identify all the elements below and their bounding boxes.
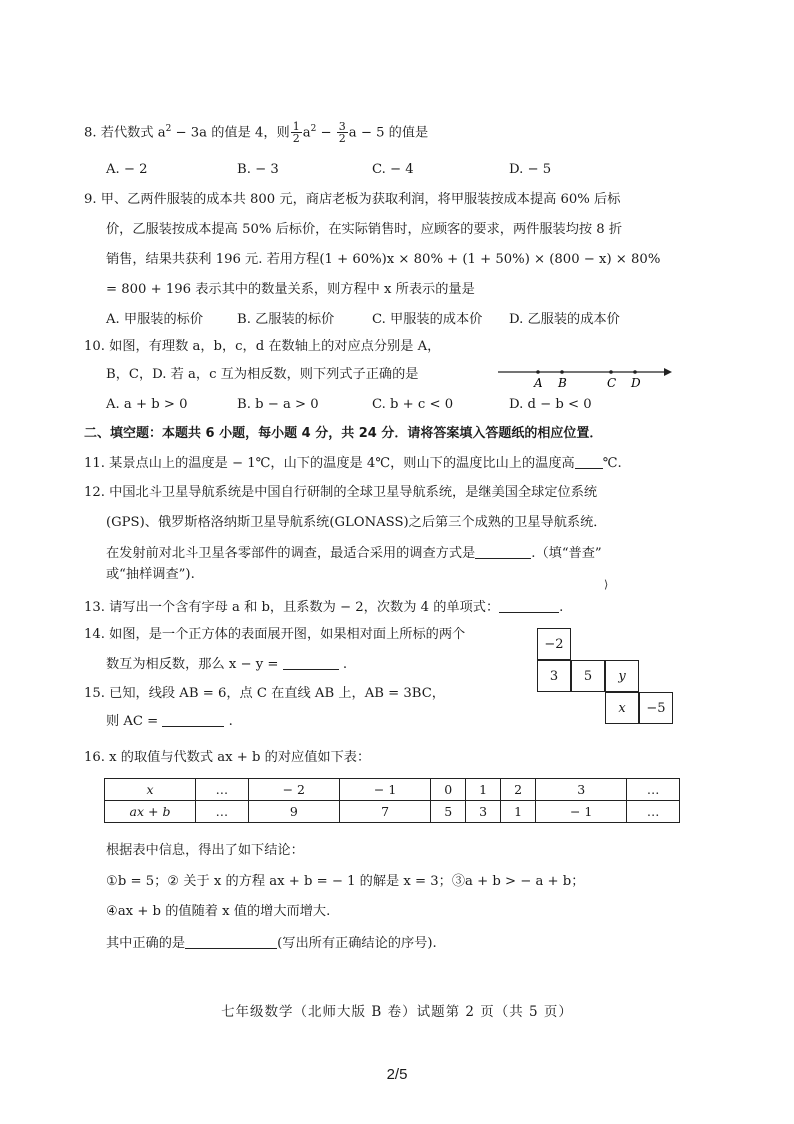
table-cell: … <box>196 801 249 823</box>
table-cell: − 1 <box>536 801 627 823</box>
question-9-line-4: = 800 + 196 表示其中的数量关系，则方程中 x 所表示的量是 <box>106 282 475 297</box>
question-8-stem: 8. 若代数式 $a^2 - 3a$ 的值是 4，则 $\frac{1}{2}$ $a^2$ − $\frac{3}{2}$ a − 5 的值是 <box>84 120 429 146</box>
point-d <box>633 370 637 374</box>
table-row-x <box>105 779 680 801</box>
question-12-line-1: 12. 中国北斗卫星导航系统是中国自行研制的全球卫星导航系统，是继美国全球定位系统 <box>84 485 598 500</box>
table-cell: 7 <box>339 801 430 823</box>
point-a <box>536 370 540 374</box>
q15-answer-blank <box>162 712 224 727</box>
q8-option-c: C. − 4 <box>372 162 414 177</box>
question-14-line-2: 数互为相反数，那么 x − y = . <box>106 657 348 672</box>
question-15-line-2: 则 AC = . <box>106 714 233 729</box>
table-cell: 3 <box>536 779 627 801</box>
q8-option-b: B. − 3 <box>237 162 279 177</box>
table-cell: 3 <box>466 801 501 823</box>
table-cell: 2 <box>501 779 536 801</box>
q12-answer-blank <box>475 544 531 559</box>
table-cell: … <box>627 801 680 823</box>
question-11: 11. 某景点山上的温度是 − 1℃，山下的温度是 4℃，则山下的温度比山上的温度高 ℃. <box>84 456 622 471</box>
table-cell: … <box>627 779 680 801</box>
q10-option-b: B. b − a > 0 <box>237 397 319 412</box>
question-10-line-2: B，C，D. 若 a，c 互为相反数，则下列式子正确的是 <box>106 367 419 382</box>
question-12-line-4: 或“抽样调查”). <box>106 567 195 582</box>
question-12-line-3: 在发射前对北斗卫星各零部件的调查，最适合采用的调查方式是 .（填“普查” <box>106 546 602 561</box>
table-cell: − 1 <box>339 779 430 801</box>
net-cell-bottom-1: x <box>605 692 639 724</box>
q9-option-b: B. 乙服装的标价 <box>237 312 335 327</box>
net-cell-top: −2 <box>537 628 571 660</box>
point-b <box>560 370 564 374</box>
q10-option-c: C. b + c < 0 <box>372 397 454 412</box>
number-line-figure <box>496 362 674 390</box>
table-cell: 0 <box>431 779 466 801</box>
net-cell-middle-3: y <box>605 660 639 692</box>
fraction-half: $\frac{1}{2}$ <box>292 120 300 146</box>
question-13: 13. 请写出一个含有字母 a 和 b，且系数为 − 2，次数为 4 的单项式： . <box>84 600 564 615</box>
question-9-line-3: 销售，结果共获利 196 元. 若用方程(1 + 60%)x × 80% + (1 + 50%) × (800 − x) × 80% <box>106 252 661 267</box>
label-a: A <box>534 376 543 390</box>
question-12-line-2: (GPS)、俄罗斯格洛纳斯卫星导航系统(GLONASS)之后第三个成熟的卫星导航系统． <box>106 515 607 530</box>
label-d: D <box>631 376 641 390</box>
page-footer: 七年级数学（北师大版 B 卷）试题第 2 页（共 5 页） <box>221 1004 573 1020</box>
q8-option-a: A. − 2 <box>106 162 148 177</box>
q9-option-a: A. 甲服装的标价 <box>106 312 204 327</box>
q11-answer-blank <box>575 454 603 469</box>
question-15-line-1: 15. 已知，线段 AB = 6，点 C 在直线 AB 上，AB = 3BC， <box>84 686 445 701</box>
table-row-ax-plus-b <box>105 801 680 823</box>
pen-mark: ⟩ <box>604 578 609 591</box>
table-header-ax-plus-b: ax + b <box>105 801 196 823</box>
table-cell: − 2 <box>248 779 339 801</box>
table-cell: … <box>196 779 249 801</box>
table-cell: 9 <box>248 801 339 823</box>
net-cell-middle-2: 5 <box>571 660 605 692</box>
q16-conclusions-line-1: ①b = 5；② 关于 x 的方程 ax + b = − 1 的解是 x = 3；③a + b > − a + b； <box>106 874 585 889</box>
q13-answer-blank <box>499 598 559 613</box>
question-16-intro: 16. x 的取值与代数式 ax + b 的对应值如下表： <box>84 750 371 765</box>
q9-option-c: C. 甲服装的成本价 <box>372 312 483 327</box>
section-2-heading: 二、填空题：本题共 6 小题，每小题 4 分，共 24 分．请将答案填入答题纸的相应位置． <box>84 426 603 441</box>
table-cell: 5 <box>431 801 466 823</box>
fraction-three-half: $\frac{3}{2}$ <box>338 120 346 146</box>
net-cell-bottom-2: −5 <box>639 692 673 724</box>
question-9-line-2: 价，乙服装按成本提高 50% 后标价，在实际销售时，应顾客的要求，两件服装均按 8 折 <box>106 222 623 237</box>
question-9-line-1: 9. 甲、乙两件服装的成本共 800 元，商店老板为获取利润，将甲服装按成本提高 60% 后标 <box>84 192 621 207</box>
question-14-line-1: 14. 如图，是一个正方体的表面展开图，如果相对面上所标的两个 <box>84 627 466 642</box>
q16-answer-blank <box>185 934 277 949</box>
q16-conclusion-intro: 根据表中信息，得出了如下结论： <box>106 843 304 858</box>
q16-conclusions-line-2: ④ax + b 的值随着 x 值的增大而增大. <box>106 904 331 919</box>
q10-option-a: A. a + b > 0 <box>106 397 188 412</box>
page-indicator: 2/5 <box>386 1066 408 1083</box>
q8-option-d: D. − 5 <box>509 162 552 177</box>
net-cell-middle-1: 3 <box>537 660 571 692</box>
q16-answer-line: 其中正确的是 (写出所有正确结论的序号). <box>106 936 437 951</box>
label-c: C <box>607 376 617 390</box>
number-line-arrow-icon <box>664 368 672 376</box>
label-b: B <box>558 376 567 390</box>
value-table <box>104 778 680 823</box>
q10-option-d: D. d − b < 0 <box>509 397 592 412</box>
q14-answer-blank <box>283 655 339 670</box>
table-header-x: x <box>105 779 196 801</box>
table-cell: 1 <box>501 801 536 823</box>
table-cell: 1 <box>466 779 501 801</box>
q9-option-d: D. 乙服装的成本价 <box>509 312 620 327</box>
point-c <box>609 370 613 374</box>
question-10-line-1: 10. 如图，有理数 a，b，c，d 在数轴上的对应点分别是 A， <box>84 339 441 354</box>
